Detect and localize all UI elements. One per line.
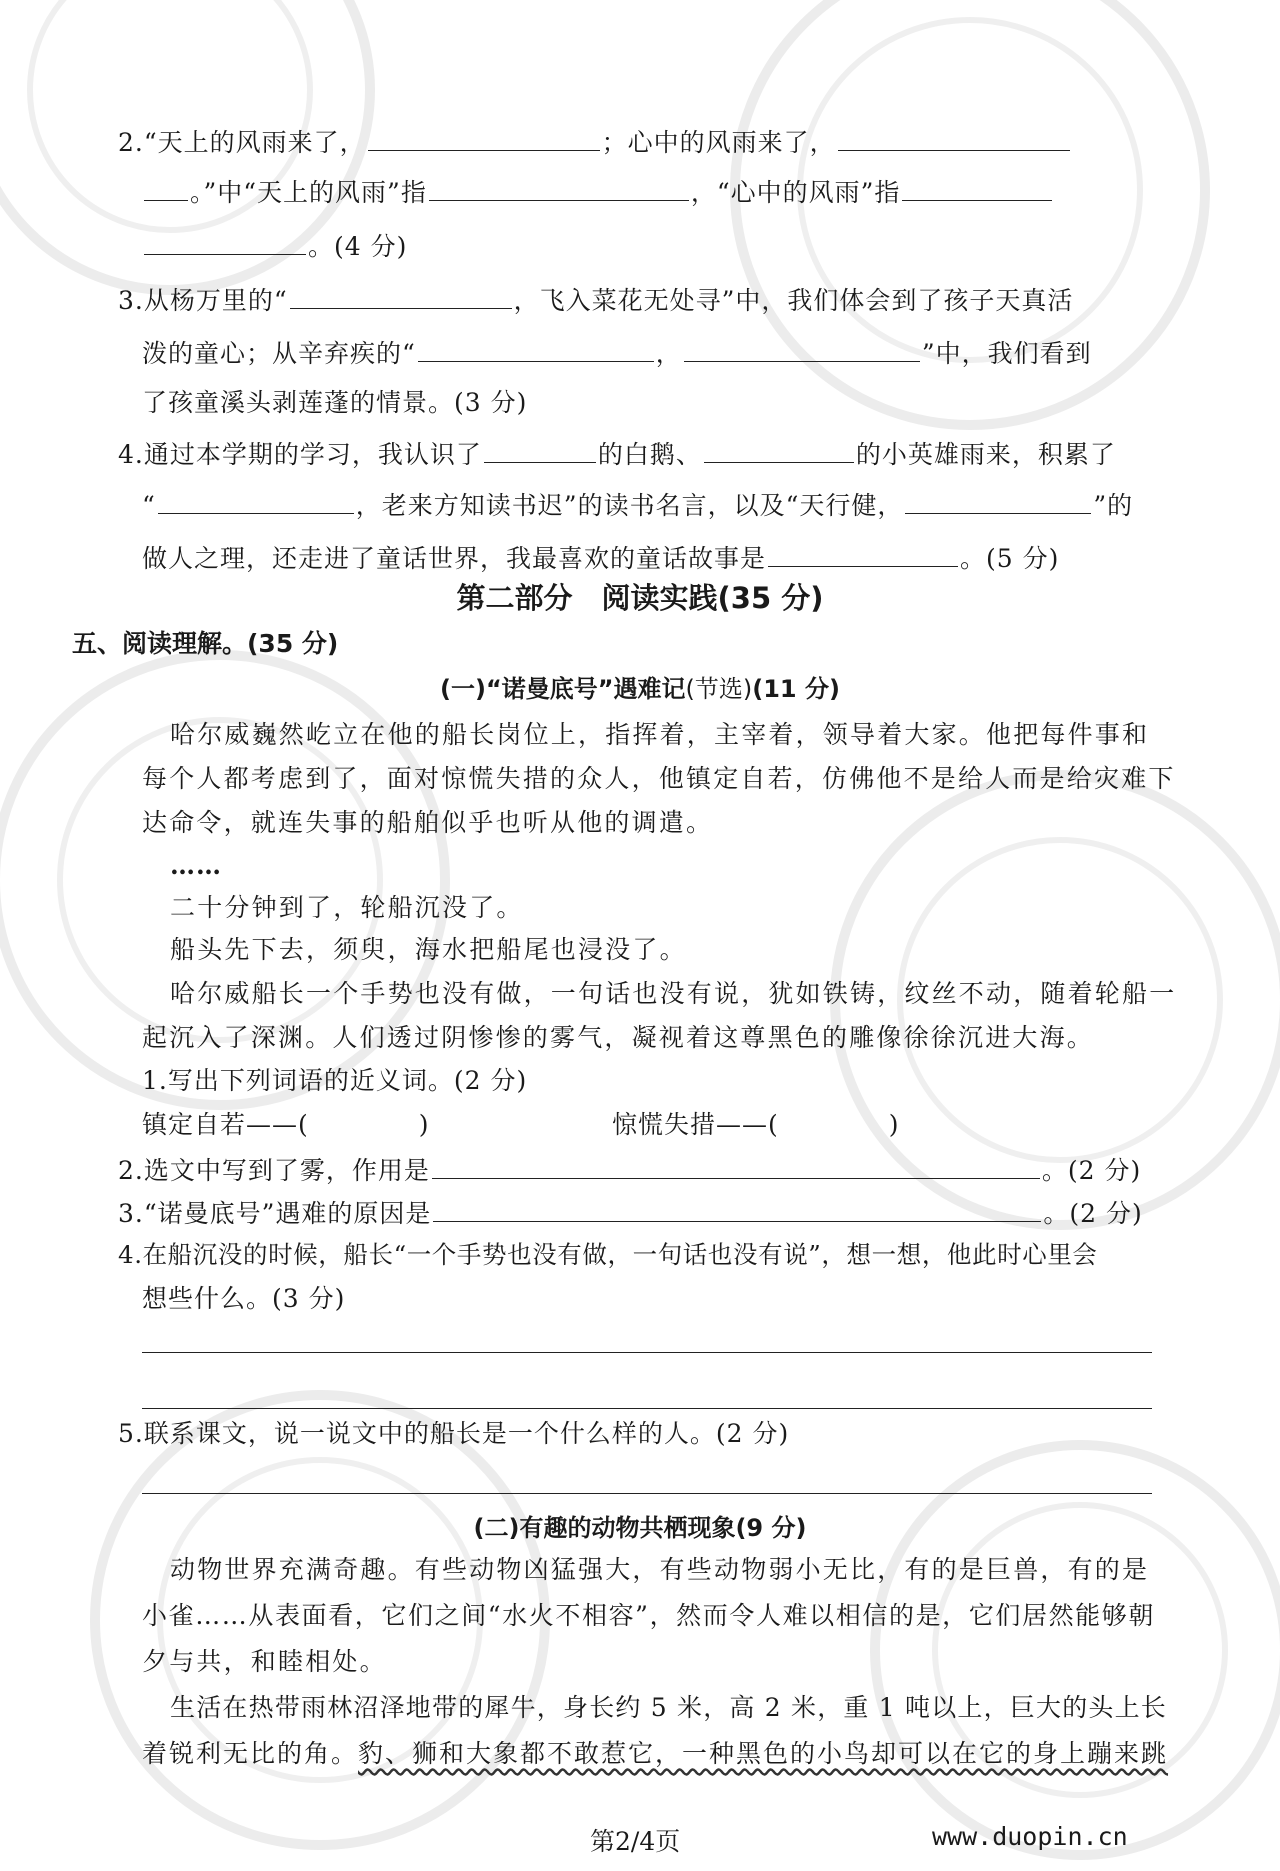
q3-text-c: 泼的童心；从辛弃疾的“ [142,339,416,368]
q3-text-f: 了孩童溪头剥莲蓬的情景。(3 分) [142,388,528,417]
p1-q3-text: 3.“诺曼底号”遇难的原因是 [118,1199,432,1228]
p1-q4-answer-line-1[interactable] [142,1352,1152,1353]
question-4-line-2 [142,485,1133,521]
passage-2-wavy-underline-text: 豹、狮和大象都不敢惹它，一种黑色的小鸟却可以在它的身上蹦来跳 [358,1739,1169,1768]
question-2-line-2 [142,172,1054,208]
passage-1-line-3: 达命令，就连失事的船舶似乎也听从他的调遣。 [142,808,714,837]
q4-text-f: ”的 [1093,491,1134,520]
passage-2-line-3: 夕与共，和睦相处。 [142,1647,387,1676]
q2-text-d: ，“心中的风雨”指 [690,178,901,207]
p1-q3-blank[interactable] [433,1193,1041,1222]
q2-text-a: 2.“天上的风雨来了， [118,128,366,157]
passage-2-line-4: 生活在热带雨林沼泽地带的犀牛，身长约 5 米，高 2 米，重 1 吨以上，巨大的头上长 [170,1693,1168,1722]
part-2-title: 第二部分 阅读实践(35 分) [456,581,824,615]
p1-q1b-label: 惊慌失措——( [612,1110,779,1139]
p1-question-1: 1.写出下列词语的近义词。(2 分) [142,1066,528,1095]
question-4-line-1 [118,434,1116,470]
site-url[interactable]: www.duopin.cn [932,1822,1128,1851]
passage-1-title [0,672,1280,706]
p1-question-2 [118,1150,1141,1186]
question-3-line-2 [142,333,1092,369]
p1-q2-blank[interactable] [432,1150,1040,1179]
q4-text-b: 的白鹅、 [597,440,702,469]
passage-1-line-5: 船头先下去，须臾，海水把船尾也浸没了。 [170,935,687,964]
q2-blank-4[interactable] [902,172,1052,201]
q3-text-b: ，飞入菜花无处寻”中，我们体会到了孩子天真活 [513,286,1074,315]
p1-question-3 [118,1193,1143,1229]
p1-q2-score: 。(2 分) [1041,1156,1142,1185]
q4-text-h: 。(5 分) [960,544,1060,573]
q2-blank-2-cont[interactable] [144,172,188,201]
passage-1-line-4: 二十分钟到了，轮船沉没了。 [170,893,524,922]
passage-2-line-1: 动物世界充满奇趣。有些动物凶猛强大，有些动物弱小无比，有的是巨兽，有的是 [170,1555,1150,1584]
question-3-line-3 [142,385,527,421]
q2-blank-4-cont[interactable] [144,226,306,255]
q2-blank-1[interactable] [368,122,600,151]
p1-question-1-item-a [142,1107,430,1143]
watermark-seal-top-right [720,0,1220,440]
q4-blank-2[interactable] [704,434,854,463]
passage-1-title-score: (11 分) [752,675,840,703]
q3-text-d: ， [655,339,682,368]
p1-question-4-line-1: 4.在船沉没的时候，船长“一个手势也没有做，一句话也没有说”，想一想，他此时心里会 [118,1240,1098,1269]
q3-blank-1[interactable] [290,280,512,309]
question-3-line-1 [118,280,1073,316]
p1-q2-text: 2.选文中写到了雾，作用是 [118,1156,430,1185]
p1-q3-score: 。(2 分) [1043,1199,1143,1228]
passage-2-title: (二)有趣的动物共栖现象(9 分) [473,1514,807,1542]
section-5-title: 五、阅读理解。(35 分) [72,629,339,658]
page-number: 第2/4页 [590,1827,681,1856]
q4-text-g: 做人之理，还走进了童话世界，我最喜欢的童话故事是 [142,544,767,573]
q4-blank-4[interactable] [905,485,1091,514]
passage-1-line-7: 起沉入了深渊。人们透过阴惨惨的雾气，凝视着这尊黑色的雕像徐徐沉进大海。 [142,1023,1095,1052]
q4-text-e: ，老来方知读书迟”的读书名言，以及“天行健， [355,491,904,520]
q4-blank-3[interactable] [158,485,354,514]
passage-1-ellipsis: …… [170,851,222,880]
q4-text-d: “ [142,491,156,520]
q2-text-e: 。(4 分) [308,232,408,261]
q2-blank-3[interactable] [429,172,689,201]
p1-question-5: 5.联系课文，说一说文中的船长是一个什么样的人。(2 分) [118,1419,790,1448]
passage-1-title-excerpt: (节选) [685,675,753,703]
passage-2-line-5 [142,1736,1168,1772]
q4-text-c: 的小英雄雨来，积累了 [855,440,1116,469]
passage-1-line-2: 每个人都考虑到了，面对惊慌失措的众人，他镇定自若，仿佛他不是给人而是给灾难下 [142,764,1176,793]
p1-q1a-close: ) [418,1110,430,1139]
p1-question-1-item-b [612,1107,900,1143]
question-4-line-3 [142,538,1059,574]
q2-text-c: 。”中“天上的风雨”指 [190,178,427,207]
q3-blank-2[interactable] [418,333,654,362]
q3-blank-3[interactable] [684,333,920,362]
q2-text-b: ；心中的风雨来了， [601,128,836,157]
q2-blank-2[interactable] [838,122,1070,151]
p1-q1a-label: 镇定自若——( [142,1110,309,1139]
question-2-line-1 [118,122,1072,158]
p1-q4-answer-line-2[interactable] [142,1408,1152,1409]
p1-question-4-line-2: 想些什么。(3 分) [142,1284,346,1313]
passage-1-title-main: (一)“诺曼底号”遇难记 [440,675,686,703]
passage-2-line-5-a: 着锐利无比的角。 [142,1739,359,1768]
passage-1-line-1: 哈尔威巍然屹立在他的船长岗位上，指挥着，主宰着，领导着大家。他把每件事和 [170,720,1150,749]
q4-blank-5[interactable] [768,538,958,567]
watermark-seal-bottom-right [860,1430,1280,1870]
q3-text-a: 3.从杨万里的“ [118,286,288,315]
p1-q1b-close: ) [888,1110,900,1139]
passage-1-line-6: 哈尔威船长一个手势也没有做，一句话也没有说，犹如铁铸，纹丝不动，随着轮船一 [170,979,1177,1008]
q4-text-a: 4.通过本学期的学习，我认识了 [118,440,482,469]
q4-blank-1[interactable] [484,434,596,463]
p1-q5-answer-line[interactable] [142,1493,1152,1494]
question-2-line-3 [142,226,407,262]
q3-text-e: ”中，我们看到 [921,339,1092,368]
passage-2-line-2: 小雀……从表面看，它们之间“水火不相容”，然而令人难以相信的是，它们居然能够朝 [142,1601,1155,1630]
